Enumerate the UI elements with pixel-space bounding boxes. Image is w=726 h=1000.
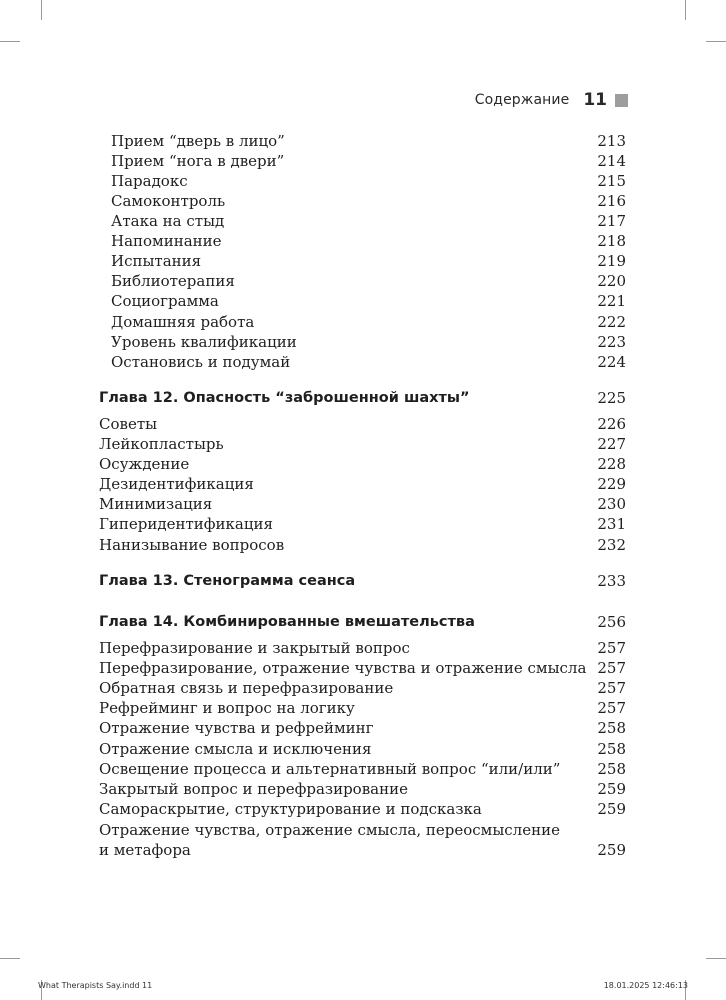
toc-entry [0, 211, 726, 231]
slug-timestamp: 18.01.2025 12:46:13 [603, 981, 688, 990]
toc-entry-page: 227 [597, 435, 626, 453]
toc-chapter-title: Глава 14. Комбинированные вмешательства [99, 614, 475, 630]
toc-entry-title: Дезидентификация [99, 475, 254, 493]
toc-entry-page: 259 [597, 800, 626, 818]
page-number-square-icon [615, 94, 628, 107]
toc-entry-title: Остановись и подумай [111, 353, 291, 371]
toc-entry-title: Закрытый вопрос и перефразирование [99, 780, 408, 798]
toc-entry [0, 231, 726, 251]
toc-entry-page: 214 [597, 152, 626, 170]
toc-entry-page: 257 [597, 659, 626, 677]
toc-entry-title: Гиперидентификация [99, 515, 273, 533]
toc-entry [0, 494, 726, 514]
toc-chapter-page: 225 [597, 389, 626, 407]
toc-entry [0, 799, 726, 819]
crop-mark-left-top [0, 41, 20, 42]
toc-entry-multiline-second [0, 840, 726, 860]
toc-entry-title: Отражение чувства и рефрейминг [99, 719, 374, 737]
toc-entry-page: 230 [597, 495, 626, 513]
toc-entry-title: Прием “дверь в лицо” [111, 132, 285, 150]
print-slug [38, 981, 688, 993]
toc-chapter-14 [0, 612, 726, 632]
toc-entry-title: Библиотерапия [111, 272, 235, 290]
toc-chapter-page: 256 [597, 613, 626, 631]
toc-entry-page: 258 [597, 760, 626, 778]
crop-mark-right-top [706, 41, 726, 42]
toc-entry-multiline-first [0, 820, 726, 840]
crop-mark-right-bottom [706, 958, 726, 959]
running-head [475, 90, 628, 110]
toc-entry-page: 223 [597, 333, 626, 351]
toc-entry-page: 231 [597, 515, 626, 533]
toc-entry [0, 638, 726, 658]
toc-entry-title: Парадокс [111, 172, 188, 190]
toc-entry [0, 474, 726, 494]
running-head-section: Содержание [474, 92, 570, 108]
toc-entry [0, 332, 726, 352]
toc-entry-title: Обратная связь и перефразирование [99, 679, 394, 697]
crop-mark-left-bottom [0, 958, 20, 959]
toc-entry-title: Прием “нога в двери” [111, 152, 285, 170]
toc-entry-page: 226 [597, 415, 626, 433]
toc-entry [0, 514, 726, 534]
page-number: 11 [583, 90, 607, 110]
toc-entry [0, 414, 726, 434]
crop-mark-top-right [685, 0, 686, 20]
toc-entry-title: Самоконтроль [111, 192, 226, 210]
toc-entry-page: 215 [597, 172, 626, 190]
toc-entry-title: Перефразирование и закрытый вопрос [99, 639, 410, 657]
toc-entry-title: Напоминание [111, 232, 222, 250]
toc-entry-page: 224 [597, 353, 626, 371]
toc-entry-page: 259 [597, 780, 626, 798]
toc-entry-title: Лейкопластырь [99, 435, 224, 453]
toc-entry-page: 229 [597, 475, 626, 493]
toc-entry-page: 257 [597, 639, 626, 657]
toc-entry-page: 259 [597, 841, 626, 859]
toc-entry-title: Осуждение [99, 455, 190, 473]
toc-entry-page: 228 [597, 455, 626, 473]
toc-entry-title: Минимизация [99, 495, 213, 513]
toc-entry-title: Освещение процесса и альтернативный вопрос “или/или” [99, 760, 561, 778]
toc-entry-title: Домашняя работа [111, 313, 255, 331]
toc-entry [0, 151, 726, 171]
toc-entry-page: 216 [597, 192, 626, 210]
toc-chapter-title: Глава 13. Стенограмма сеанса [99, 573, 356, 589]
toc-entry [0, 271, 726, 291]
toc-chapter-13 [0, 571, 726, 591]
toc-entry [0, 171, 726, 191]
toc-entry [0, 312, 726, 332]
toc-entry [0, 352, 726, 372]
toc-entry [0, 678, 726, 698]
toc-entry-title: Перефразирование, отражение чувства и отражение смысла [99, 659, 587, 677]
toc-chapter-page: 233 [597, 572, 626, 590]
toc-entry-title: Отражение смысла и исключения [99, 740, 372, 758]
toc-entry-title: Нанизывание вопросов [99, 536, 285, 554]
slug-file-name: What Therapists Say.indd 11 [38, 981, 153, 990]
toc-entry-title: Уровень квалификации [111, 333, 297, 351]
toc-entry-title: Атака на стыд [111, 212, 225, 230]
toc-entry-page: 257 [597, 699, 626, 717]
toc-entry [0, 291, 726, 311]
toc-entry [0, 698, 726, 718]
toc-entry-title: Рефрейминг и вопрос на логику [99, 699, 355, 717]
toc-entry [0, 131, 726, 151]
toc-entry [0, 535, 726, 555]
toc-entry-page: 220 [597, 272, 626, 290]
toc-entry-title-line1: Отражение чувства, отражение смысла, переосмысление [99, 821, 560, 839]
toc-entry [0, 718, 726, 738]
crop-mark-top-left [41, 0, 42, 20]
toc-entry-page: 217 [597, 212, 626, 230]
toc-entry [0, 434, 726, 454]
toc-entry-title: Советы [99, 415, 158, 433]
toc-entry [0, 658, 726, 678]
toc-entry [0, 739, 726, 759]
toc-entry-title: Социограмма [111, 292, 219, 310]
toc-entry-title: Самораскрытие, структурирование и подсказка [99, 800, 482, 818]
toc-chapter-title: Глава 12. Опасность “заброшенной шахты” [99, 390, 470, 406]
toc-entry-title: Испытания [111, 252, 202, 270]
toc-chapter-12 [0, 388, 726, 408]
toc-entry-page: 213 [597, 132, 626, 150]
toc-entry-page: 258 [597, 740, 626, 758]
toc-entry-page: 218 [597, 232, 626, 250]
toc-entry [0, 454, 726, 474]
toc-entry-page: 232 [597, 536, 626, 554]
toc-entry-title-line2: и метафора [99, 841, 191, 859]
toc-entry-page: 257 [597, 679, 626, 697]
toc-entry-page: 258 [597, 719, 626, 737]
toc-entry-page: 219 [597, 252, 626, 270]
toc-entry [0, 251, 726, 271]
toc-entry [0, 191, 726, 211]
toc-entry [0, 759, 726, 779]
toc-entry-page: 222 [597, 313, 626, 331]
toc-entry [0, 779, 726, 799]
toc-entry-page: 221 [597, 292, 626, 310]
